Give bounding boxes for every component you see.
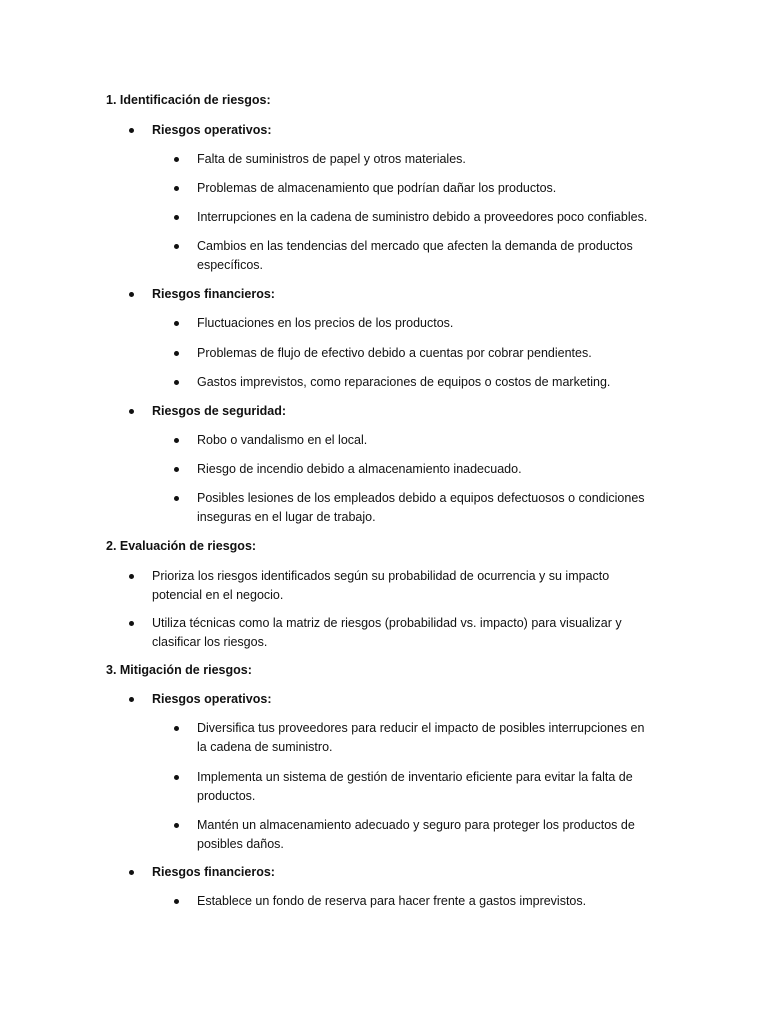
group-label: Riesgos de seguridad:: [152, 404, 287, 418]
bullet-icon: [129, 128, 134, 133]
list-item: Fluctuaciones en los precios de los productos.: [197, 316, 454, 330]
bullet-icon: [129, 621, 134, 626]
bullet-icon: [174, 215, 179, 220]
bullet-icon: [129, 870, 134, 875]
bullet-icon: [174, 467, 179, 472]
list-item-continuation: potencial en el negocio.: [152, 588, 284, 602]
list-item-continuation: productos.: [197, 789, 256, 803]
bullet-icon: [174, 157, 179, 162]
list-item-continuation: clasificar los riesgos.: [152, 635, 268, 649]
bullet-icon: [174, 775, 179, 780]
bullet-icon: [129, 574, 134, 579]
group-label: Riesgos operativos:: [152, 692, 272, 706]
group-label: Riesgos financieros:: [152, 865, 275, 879]
list-item: Posibles lesiones de los empleados debido a equipos defectuosos o condiciones: [197, 491, 645, 505]
list-item: Falta de suministros de papel y otros materiales.: [197, 152, 466, 166]
bullet-icon: [174, 726, 179, 731]
bullet-icon: [129, 697, 134, 702]
list-item: Riesgo de incendio debido a almacenamiento inadecuado.: [197, 462, 522, 476]
list-item-continuation: la cadena de suministro.: [197, 740, 333, 754]
list-item: Robo o vandalismo en el local.: [197, 433, 368, 447]
bullet-icon: [174, 899, 179, 904]
bullet-icon: [174, 186, 179, 191]
list-item: Cambios en las tendencias del mercado que afecten la demanda de productos: [197, 239, 633, 253]
group-label: Riesgos financieros:: [152, 287, 275, 301]
list-item: Mantén un almacenamiento adecuado y seguro para proteger los productos de: [197, 818, 635, 832]
list-item: Implementa un sistema de gestión de inventario eficiente para evitar la falta de: [197, 770, 633, 784]
section-heading: 2. Evaluación de riesgos:: [106, 539, 257, 553]
list-item: Gastos imprevistos, como reparaciones de equipos o costos de marketing.: [197, 375, 611, 389]
list-item: Establece un fondo de reserva para hacer frente a gastos imprevistos.: [197, 894, 587, 908]
bullet-icon: [129, 292, 134, 297]
bullet-icon: [174, 496, 179, 501]
list-item: Interrupciones en la cadena de suministro debido a proveedores poco confiables.: [197, 210, 648, 224]
bullet-icon: [174, 380, 179, 385]
list-item-continuation: inseguras en el lugar de trabajo.: [197, 510, 376, 524]
list-item: Problemas de almacenamiento que podrían dañar los productos.: [197, 181, 557, 195]
bullet-icon: [174, 244, 179, 249]
bullet-icon: [174, 823, 179, 828]
section-heading: 3. Mitigación de riesgos:: [106, 663, 252, 677]
list-item: Prioriza los riesgos identificados según su probabilidad de ocurrencia y su impacto: [152, 569, 610, 583]
group-label: Riesgos operativos:: [152, 123, 272, 137]
list-item: Diversifica tus proveedores para reducir el impacto de posibles interrupciones en: [197, 721, 645, 735]
bullet-icon: [174, 351, 179, 356]
bullet-icon: [174, 438, 179, 443]
bullet-icon: [174, 321, 179, 326]
list-item: Utiliza técnicas como la matriz de riesgos (probabilidad vs. impacto) para visualizar y: [152, 616, 622, 630]
bullet-icon: [129, 409, 134, 414]
list-item-continuation: posibles daños.: [197, 837, 284, 851]
list-item-continuation: específicos.: [197, 258, 264, 272]
list-item: Problemas de flujo de efectivo debido a cuentas por cobrar pendientes.: [197, 346, 592, 360]
section-heading: 1. Identificación de riesgos:: [106, 93, 271, 107]
